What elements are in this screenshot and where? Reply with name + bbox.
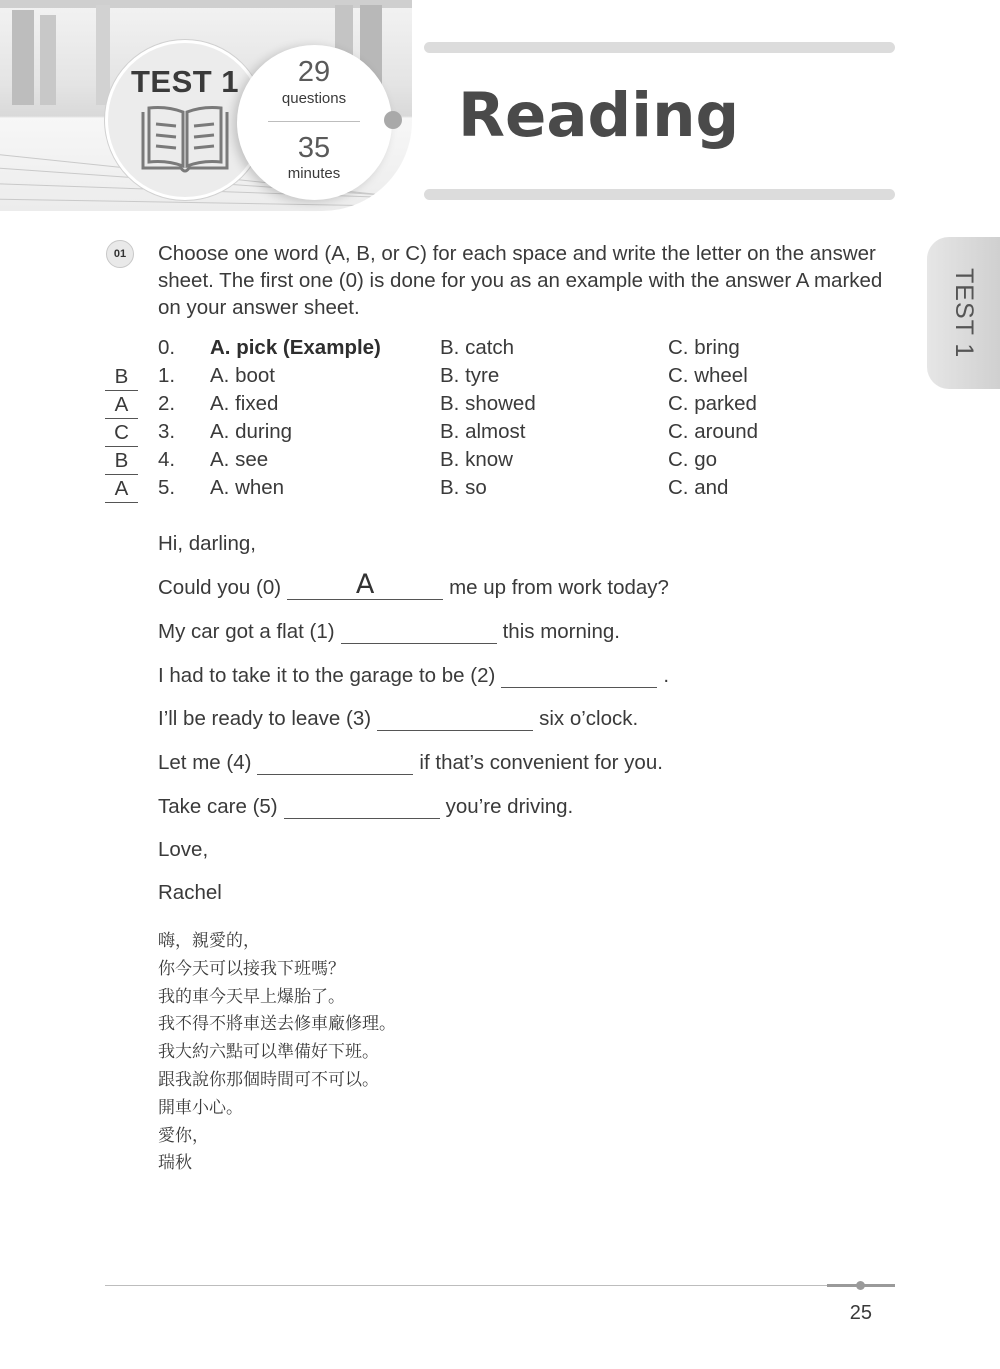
letter-line [158, 664, 669, 688]
answer-blank[interactable] [341, 620, 497, 644]
option-row [0, 448, 1000, 476]
line-text-after: this morning. [502, 620, 620, 643]
open-book-icon [139, 104, 231, 176]
option-row [0, 336, 1000, 364]
answer-blank[interactable] [257, 751, 413, 775]
decor-dot [384, 111, 402, 129]
instructions: Choose one word (A, B, or C) for each space and write the letter on the answer sheet. The first one (0) is done for you as an example with the answer A marked on your answer sheet. [158, 242, 883, 319]
answer-blank[interactable] [284, 795, 440, 819]
option-row [0, 392, 1000, 420]
option-a: A. see [210, 448, 269, 471]
option-row [0, 364, 1000, 392]
option-c: C. around [668, 420, 759, 443]
side-tab-label: TEST 1 [950, 267, 978, 359]
line-text-after: you’re driving. [445, 795, 574, 818]
letter-line [158, 569, 669, 600]
answer-box: B [105, 448, 138, 475]
stats-divider [268, 121, 360, 122]
shelf-book [40, 15, 56, 105]
answer-blank[interactable] [377, 707, 533, 731]
option-a: A. during [210, 420, 293, 443]
option-b: B. showed [440, 392, 536, 415]
blank-answer: A [355, 569, 375, 600]
translation-line: 跟我說你那個時間可不可以。 [158, 1070, 379, 1090]
letter-signature: Rachel [158, 881, 222, 904]
option-number: 5. [158, 476, 176, 499]
line-text-after: . [663, 664, 670, 687]
title-bar-bottom [424, 189, 895, 200]
translation-line: 我不得不將車送去修車廠修理。 [158, 1014, 396, 1034]
option-b: B. almost [440, 420, 526, 443]
minutes-label: minutes [287, 165, 341, 182]
answer-box: A [105, 476, 138, 503]
question-number-badge: 01 [106, 240, 134, 268]
floor-plank [0, 198, 412, 208]
option-row [0, 420, 1000, 448]
option-c: C. parked [668, 392, 757, 415]
translation-line: 我大約六點可以準備好下班。 [158, 1042, 379, 1062]
title-bar-top [424, 42, 895, 53]
answer-box: B [105, 364, 138, 391]
page-number: 25 [849, 1302, 872, 1324]
line-text-after: me up from work today? [449, 576, 669, 599]
line-text-before: I had to take it to the garage to be (2) [158, 664, 496, 687]
letter-line [158, 707, 638, 731]
footer-rule [105, 1285, 895, 1286]
translation-line: 我的車今天早上爆胎了。 [158, 987, 345, 1007]
option-c: C. bring [668, 336, 740, 359]
line-text-after: six o’clock. [539, 707, 639, 730]
option-c: C. and [668, 476, 729, 499]
option-a: A. boot [210, 364, 275, 387]
answer-box: C [105, 420, 138, 447]
line-text-before: I’ll be ready to leave (3) [158, 707, 372, 730]
option-a: A. when [210, 476, 285, 499]
translation-line: 瑞秋 [158, 1153, 192, 1173]
line-text-after: if that’s convenient for you. [419, 751, 663, 774]
option-number: 2. [158, 392, 176, 415]
test-label: TEST 1 [130, 64, 240, 99]
answer-box: A [105, 392, 138, 419]
translation-line: 嗨，親愛的， [158, 931, 260, 951]
translation-line: 你今天可以接我下班嗎？ [158, 959, 345, 979]
option-c: C. go [668, 448, 717, 471]
questions-count: 29 [297, 56, 331, 88]
option-b: B. know [440, 448, 513, 471]
shelf-book [12, 10, 34, 105]
option-b: B. catch [440, 336, 515, 359]
option-number: 0. [158, 336, 176, 359]
letter-closing: Love, [158, 838, 209, 861]
minutes-count: 35 [297, 132, 331, 164]
option-a: A. pick (Example) [210, 336, 381, 359]
answer-blank[interactable] [287, 569, 443, 600]
option-b: B. so [440, 476, 487, 499]
letter-line [158, 620, 620, 644]
line-text-before: Let me (4) [158, 751, 252, 774]
option-number: 4. [158, 448, 176, 471]
letter-line [158, 751, 663, 775]
line-text-before: My car got a flat (1) [158, 620, 335, 643]
letter-greeting: Hi, darling, [158, 532, 256, 555]
questions-label: questions [281, 90, 347, 107]
option-c: C. wheel [668, 364, 748, 387]
option-b: B. tyre [440, 364, 500, 387]
footer-dot [856, 1281, 865, 1290]
answer-blank[interactable] [501, 664, 657, 688]
option-number: 1. [158, 364, 176, 387]
translation-line: 愛你， [158, 1126, 209, 1146]
option-row [0, 476, 1000, 504]
line-text-before: Take care (5) [158, 795, 278, 818]
option-a: A. fixed [210, 392, 279, 415]
line-text-before: Could you (0) [158, 576, 282, 599]
letter-line [158, 795, 573, 819]
section-title: Reading [458, 80, 740, 151]
translation-line: 開車小心。 [158, 1098, 243, 1118]
option-number: 3. [158, 420, 176, 443]
